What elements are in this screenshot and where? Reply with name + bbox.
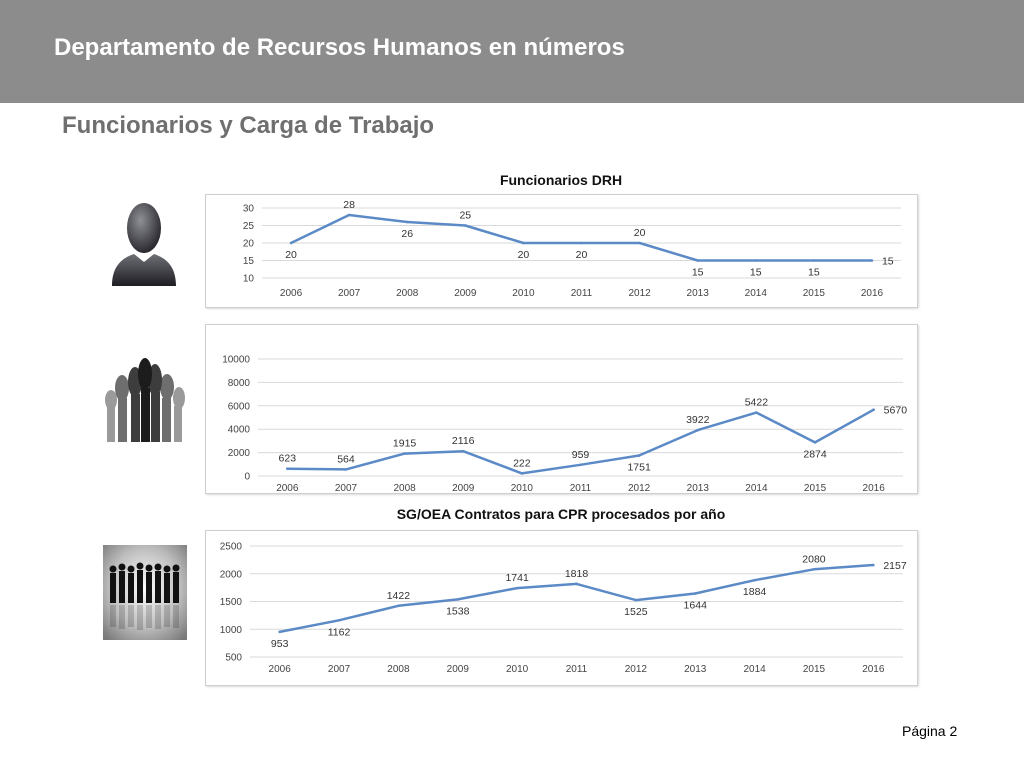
x-tick-label: 2013	[686, 483, 709, 493]
data-label: 1525	[624, 606, 648, 619]
data-label: 5422	[744, 396, 769, 409]
y-tick-label: 20	[242, 238, 254, 250]
x-tick-label: 2007	[334, 483, 358, 493]
x-tick-label: 2011	[569, 483, 592, 493]
x-tick-label: 2009	[452, 483, 475, 493]
data-label: 15	[749, 266, 762, 279]
x-tick-label: 2010	[510, 483, 533, 493]
y-tick-label: 10000	[222, 354, 250, 366]
crowd-silhouette-icon	[103, 545, 187, 640]
data-point	[813, 259, 816, 262]
data-point	[338, 619, 341, 622]
y-tick-label: 4000	[227, 424, 250, 436]
y-tick-label: 0	[244, 471, 250, 483]
slide-title: Departamento de Recursos Humanos en números	[54, 34, 625, 61]
data-point	[814, 441, 817, 444]
x-tick-label: 2008	[387, 664, 410, 675]
data-point	[462, 450, 465, 453]
x-tick-label: 2006	[279, 288, 303, 299]
data-point	[580, 242, 583, 245]
x-tick-label: 2016	[862, 664, 885, 675]
data-label: 5670	[883, 404, 908, 417]
data-label: 28	[343, 199, 355, 211]
data-label: 15	[881, 255, 894, 268]
data-label: 2874	[803, 448, 827, 461]
data-point	[406, 221, 409, 224]
x-tick-label: 2007	[327, 664, 351, 675]
x-tick-label: 2011	[570, 288, 593, 299]
data-point	[694, 592, 697, 595]
data-point	[754, 259, 757, 262]
person-silhouette-icon	[108, 200, 180, 288]
data-label: 20	[575, 249, 588, 261]
data-label: 25	[459, 209, 472, 222]
data-point	[872, 564, 875, 567]
data-label: 20	[633, 227, 646, 239]
data-label: 953	[270, 637, 289, 650]
x-tick-label: 2006	[268, 664, 291, 675]
data-label: 1915	[392, 437, 417, 450]
data-label: 2116	[451, 435, 475, 448]
x-tick-label: 2016	[860, 288, 884, 299]
data-label: 3922	[686, 414, 710, 427]
x-tick-label: 2007	[338, 288, 361, 299]
data-point	[521, 472, 524, 475]
data-point	[348, 214, 351, 217]
data-label: 2157	[883, 560, 907, 573]
data-point	[516, 587, 519, 590]
x-tick-label: 2013	[684, 664, 707, 675]
data-label: 1818	[564, 567, 589, 580]
x-tick-label: 2010	[512, 288, 535, 299]
y-tick-label: 2000	[227, 448, 250, 460]
x-tick-label: 2012	[624, 664, 647, 675]
y-tick-label: 500	[225, 652, 242, 664]
y-tick-label: 15	[242, 256, 254, 267]
chart-contratos	[205, 530, 918, 686]
data-point	[522, 242, 525, 245]
data-point	[345, 468, 348, 471]
data-label: 26	[401, 228, 414, 240]
x-tick-label: 2015	[803, 483, 827, 493]
data-point	[696, 259, 699, 262]
data-point	[638, 242, 641, 245]
data-label: 1538	[446, 605, 470, 618]
data-point	[290, 242, 293, 245]
data-label: 1884	[742, 586, 767, 599]
data-point	[638, 454, 641, 457]
data-label: 1644	[683, 599, 707, 612]
data-point	[696, 429, 699, 432]
data-label: 20	[517, 249, 530, 261]
x-tick-label: 2015	[802, 288, 825, 299]
data-point	[872, 408, 875, 411]
data-point	[456, 598, 459, 601]
x-tick-label: 2006	[276, 483, 299, 493]
x-tick-label: 2013	[686, 288, 709, 299]
y-tick-label: 30	[242, 203, 254, 215]
y-tick-label: 25	[242, 221, 254, 232]
raised-hands-icon	[104, 358, 188, 444]
data-point	[278, 631, 281, 634]
x-tick-label: 2012	[628, 483, 651, 493]
chart-title-funcionarios: Funcionarios DRH	[499, 172, 623, 188]
data-point	[871, 259, 874, 262]
x-tick-label: 2008	[396, 288, 419, 299]
data-label: 15	[691, 266, 704, 279]
y-tick-label: 10	[242, 273, 254, 285]
data-label: 1741	[505, 572, 529, 585]
data-point	[753, 579, 756, 582]
data-label: 1751	[627, 461, 651, 474]
x-tick-label: 2014	[743, 664, 766, 675]
data-point	[464, 224, 467, 227]
y-tick-label: 1500	[219, 597, 242, 608]
page-number: Página 2	[902, 723, 958, 739]
data-label: 15	[808, 266, 820, 279]
y-tick-label: 8000	[227, 377, 250, 389]
chart-solicitudes	[205, 324, 918, 494]
section-subtitle: Funcionarios y Carga de Trabajo	[62, 112, 435, 139]
y-tick-label: 2500	[219, 541, 242, 553]
data-point	[397, 605, 400, 608]
data-label: 959	[571, 448, 590, 461]
x-tick-label: 2012	[628, 288, 651, 299]
y-tick-label: 6000	[227, 401, 250, 413]
data-label: 1422	[386, 589, 411, 602]
data-label: 2080	[802, 553, 826, 566]
x-tick-label: 2011	[565, 664, 588, 675]
data-label: 20	[285, 249, 297, 261]
y-tick-label: 2000	[219, 569, 242, 581]
x-tick-label: 2015	[802, 664, 826, 675]
x-tick-label: 2009	[454, 288, 477, 299]
x-tick-label: 2009	[446, 664, 469, 675]
chart-title-contratos: SG/OEA Contratos para CPR procesados por año	[396, 506, 726, 522]
data-label: 1162	[327, 626, 351, 639]
data-point	[579, 463, 582, 466]
x-tick-label: 2010	[506, 664, 529, 675]
y-tick-label: 1000	[219, 624, 242, 636]
x-tick-label: 2014	[744, 288, 767, 299]
x-tick-label: 2016	[862, 483, 885, 493]
data-point	[755, 411, 758, 414]
data-point	[635, 599, 638, 602]
data-label: 222	[513, 457, 531, 470]
data-point	[403, 452, 406, 455]
x-tick-label: 2008	[393, 483, 416, 493]
data-label: 623	[278, 452, 297, 465]
data-point	[286, 467, 289, 470]
slide-header	[0, 0, 1024, 103]
chart-funcionarios	[205, 194, 918, 308]
x-tick-label: 2014	[745, 483, 768, 493]
data-label: 564	[337, 453, 355, 466]
data-point	[813, 568, 816, 571]
data-point	[575, 583, 578, 586]
